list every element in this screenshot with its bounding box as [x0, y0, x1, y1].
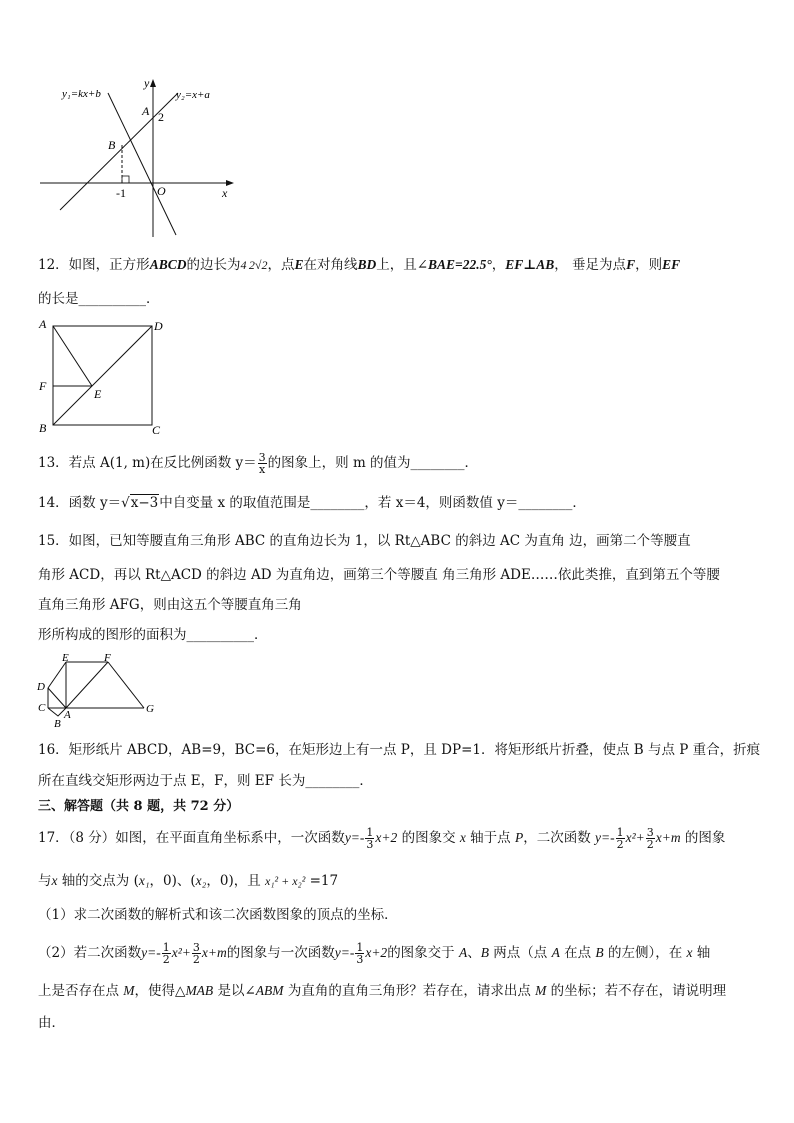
q17-line2: 与x 轴的交点为 (x₁，0)、(x₂，0)，且 x₁² + x₂² =17: [38, 873, 339, 889]
q16-line1: 16．矩形纸片 ABCD，AB=9，BC=6，在矩形边上有一点 P，且 DP=1．将矩形纸片折叠，使点 B 与点 P 重合，折痕: [38, 742, 761, 758]
q17-sub2-frac-1-3: $\frac{1}{3}$: [356, 941, 364, 966]
q15-line1: 15．如图，已知等腰直角三角形 ABC 的直角边长为 1，以 Rt△ABC 的斜边 AC 为直角 边，画第二个等腰直: [38, 533, 691, 549]
q14-line: 14．函数 y＝√x−3中自变量 x 的取值范围是________，若 x＝4，则函数值 y＝________．: [38, 495, 586, 511]
section-3-heading: 三、解答题（共 8 题，共 72 分）: [38, 799, 240, 814]
q17-sub1: （1）求二次函数的解析式和该二次函数图象的顶点的坐标．: [38, 907, 398, 923]
origin-label: O: [157, 184, 166, 198]
q15-line2: 角形 ACD，再以 Rt△ACD 的斜边 AD 为直角边，画第三个等腰直 角三角形 ADE……依此类推，直到第五个等腰: [38, 567, 720, 583]
label-y2: y₂=x+a: [176, 89, 210, 101]
q17-line1: 17．（8 分）如图，在平面直角坐标系中，一次函数y=- $\frac{1}{3}$ x+2 的图象交 x 轴于点 P，二次函数 y=- $\frac{1}{2}$ x²+ $\frac{3}{2}$ x+m 的图象: [38, 826, 726, 851]
square-d-label: D: [154, 319, 163, 333]
tri-c-label: C: [38, 702, 46, 714]
point-b-label: B: [108, 138, 116, 152]
square-b-label: B: [39, 421, 47, 435]
q17-frac-3-2: $\frac{3}{2}$: [646, 826, 654, 851]
q12-line2: 的长是__________．: [38, 291, 160, 307]
q15-line3: 直角三角形 AFG，则由这五个等腰直角三角: [38, 597, 302, 613]
square-a-label: A: [39, 317, 47, 331]
q17-frac-1-2: $\frac{1}{2}$: [616, 826, 624, 851]
square-c-label: C: [152, 423, 161, 437]
label-y1: y₁=kx+b: [62, 88, 101, 100]
tri-g-label: G: [146, 703, 154, 715]
q17-sub2-frac-3-2: $\frac{3}{2}$: [192, 941, 200, 966]
tri-e-label: E: [62, 652, 69, 664]
axis-y-label: y: [144, 76, 150, 90]
q17-sub2-line3: 由．: [38, 1015, 65, 1031]
q17-sub2-line2: 上是否存在点 M，使得△MAB 是以∠ABM 为直角的直角三角形？若存在，请求出点 M 的坐标；若不存在，请说明理: [38, 983, 727, 999]
figure-isosceles-triangles: [36, 652, 166, 728]
square-e-label: E: [94, 387, 102, 401]
q13-line: 13．若点 A(1, m)在反比例函数 y＝ $\frac{3}{x}$ 的图象上，则 m 的值为________．: [38, 451, 479, 476]
tick-2-label: 2: [158, 110, 164, 124]
figure-linear-functions: [38, 75, 238, 245]
axis-x-label: x: [222, 186, 228, 200]
q16-line2: 所在直线交矩形两边于点 E，F，则 EF 长为________．: [38, 773, 373, 789]
point-a-label: A: [142, 104, 150, 118]
figure-square-abcd: [36, 316, 176, 440]
tri-f-label: F: [104, 652, 111, 664]
tri-b-label: B: [54, 718, 61, 728]
q14-sqrt: √x−3: [121, 495, 159, 511]
tri-a-label: A: [64, 709, 71, 721]
tri-d-label: D: [37, 681, 45, 693]
q17-sub2-frac-1-2: $\frac{1}{2}$: [162, 941, 170, 966]
square-f-label: F: [39, 379, 47, 393]
q15-line4: 形所构成的图形的面积为__________．: [38, 627, 268, 643]
q17-frac-1-3: $\frac{1}{3}$: [366, 826, 374, 851]
q17-sub2-line1: （2）若二次函数y=- $\frac{1}{2}$ x²+ $\frac{3}{2}$ x+m的图象与一次函数y=- $\frac{1}{3}$ x+2的图象交于 A、B 两点（点 A 在点 B 的左侧），在 x 轴: [38, 941, 711, 966]
q12-line1: 12．如图，正方形ABCD的边长为4 2√2，点E在对角线BD上，且∠BAE=22.5°，EF⊥AB， 垂足为点F，则EF: [38, 257, 681, 273]
q13-fraction: $\frac{3}{x}$: [258, 451, 266, 476]
tick-neg1-label: -1: [116, 186, 126, 200]
